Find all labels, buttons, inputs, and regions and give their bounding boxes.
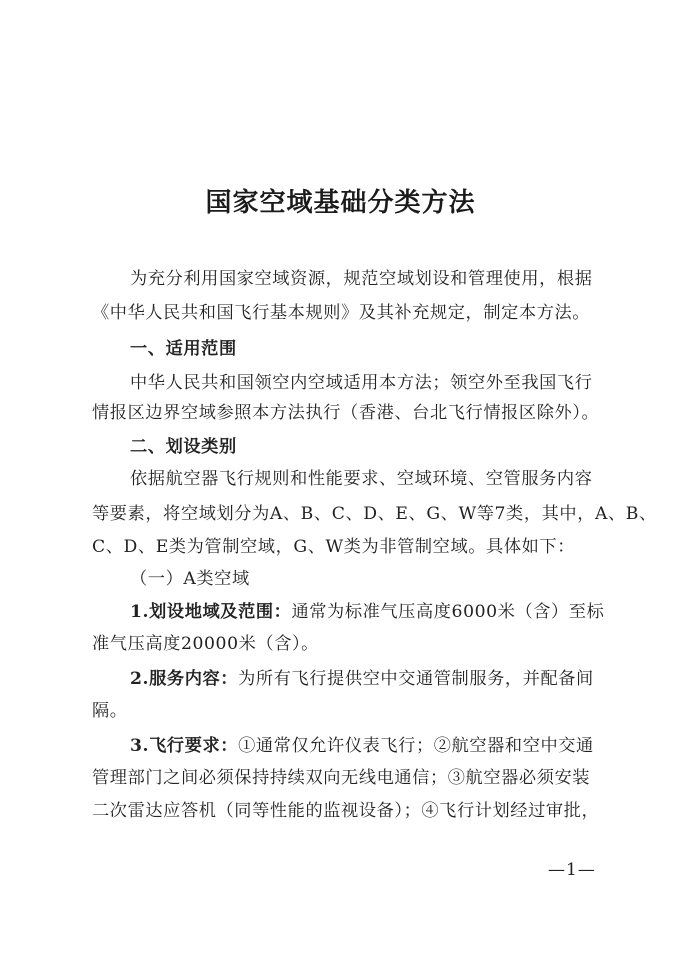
- page-number: —1—: [548, 860, 596, 880]
- intro-line-2: 《中华人民共和国飞行基本规则》及其补充规定，制定本方法。: [92, 303, 591, 323]
- item1-label: 1.划设地域及范围：: [130, 602, 292, 622]
- categories-line-3: C、D、E类为管制空域，G、W类为非管制空域。具体如下：: [92, 537, 575, 557]
- item2-label: 2.服务内容：: [130, 669, 239, 689]
- item2-line-1: [130, 668, 594, 690]
- categories-line-2: 等要素，将空域划分为A、B、C、D、E、G、W等7类，其中，A、B、: [92, 504, 657, 524]
- item3-label: 3.飞行要求：: [130, 736, 239, 756]
- item2-line-2: 隔。: [92, 701, 128, 721]
- scope-line-2: 情报区边界空域参照本方法执行（香港、台北飞行情报区除外）。: [92, 403, 600, 423]
- intro-line-1: 为充分利用国家空域资源，规范空域划设和管理使用，根据: [130, 269, 593, 289]
- item3-text-1: ①通常仅允许仪表飞行；②航空器和空中交通: [238, 736, 594, 756]
- item3-line-2: 管理部门之间必须保持持续双向无线电通信；③航空器必须安装: [92, 768, 591, 788]
- item1-text-1: 通常为标准气压高度6000米（含）至标: [291, 602, 605, 622]
- item3-line-1: [130, 735, 594, 757]
- section-heading-scope: 一、适用范围: [130, 339, 237, 359]
- item3-line-3: 二次雷达应答机（同等性能的监视设备）；④飞行计划经过审批，: [92, 801, 600, 821]
- item1-line-1: [130, 601, 604, 623]
- document-title: 国家空域基础分类方法: [205, 188, 476, 218]
- item2-text-1: 为所有飞行提供空中交通管制服务，并配备间: [238, 669, 594, 689]
- subsection-heading-a: （一）A类空域: [130, 569, 250, 589]
- categories-line-1: 依据航空器飞行规则和性能要求、空域环境、空管服务内容: [130, 469, 593, 489]
- scope-line-1: 中华人民共和国领空内空域适用本方法；领空外至我国飞行: [130, 373, 593, 393]
- section-heading-categories: 二、划设类别: [130, 437, 237, 457]
- item1-line-2: 准气压高度20000米（含）。: [92, 634, 319, 654]
